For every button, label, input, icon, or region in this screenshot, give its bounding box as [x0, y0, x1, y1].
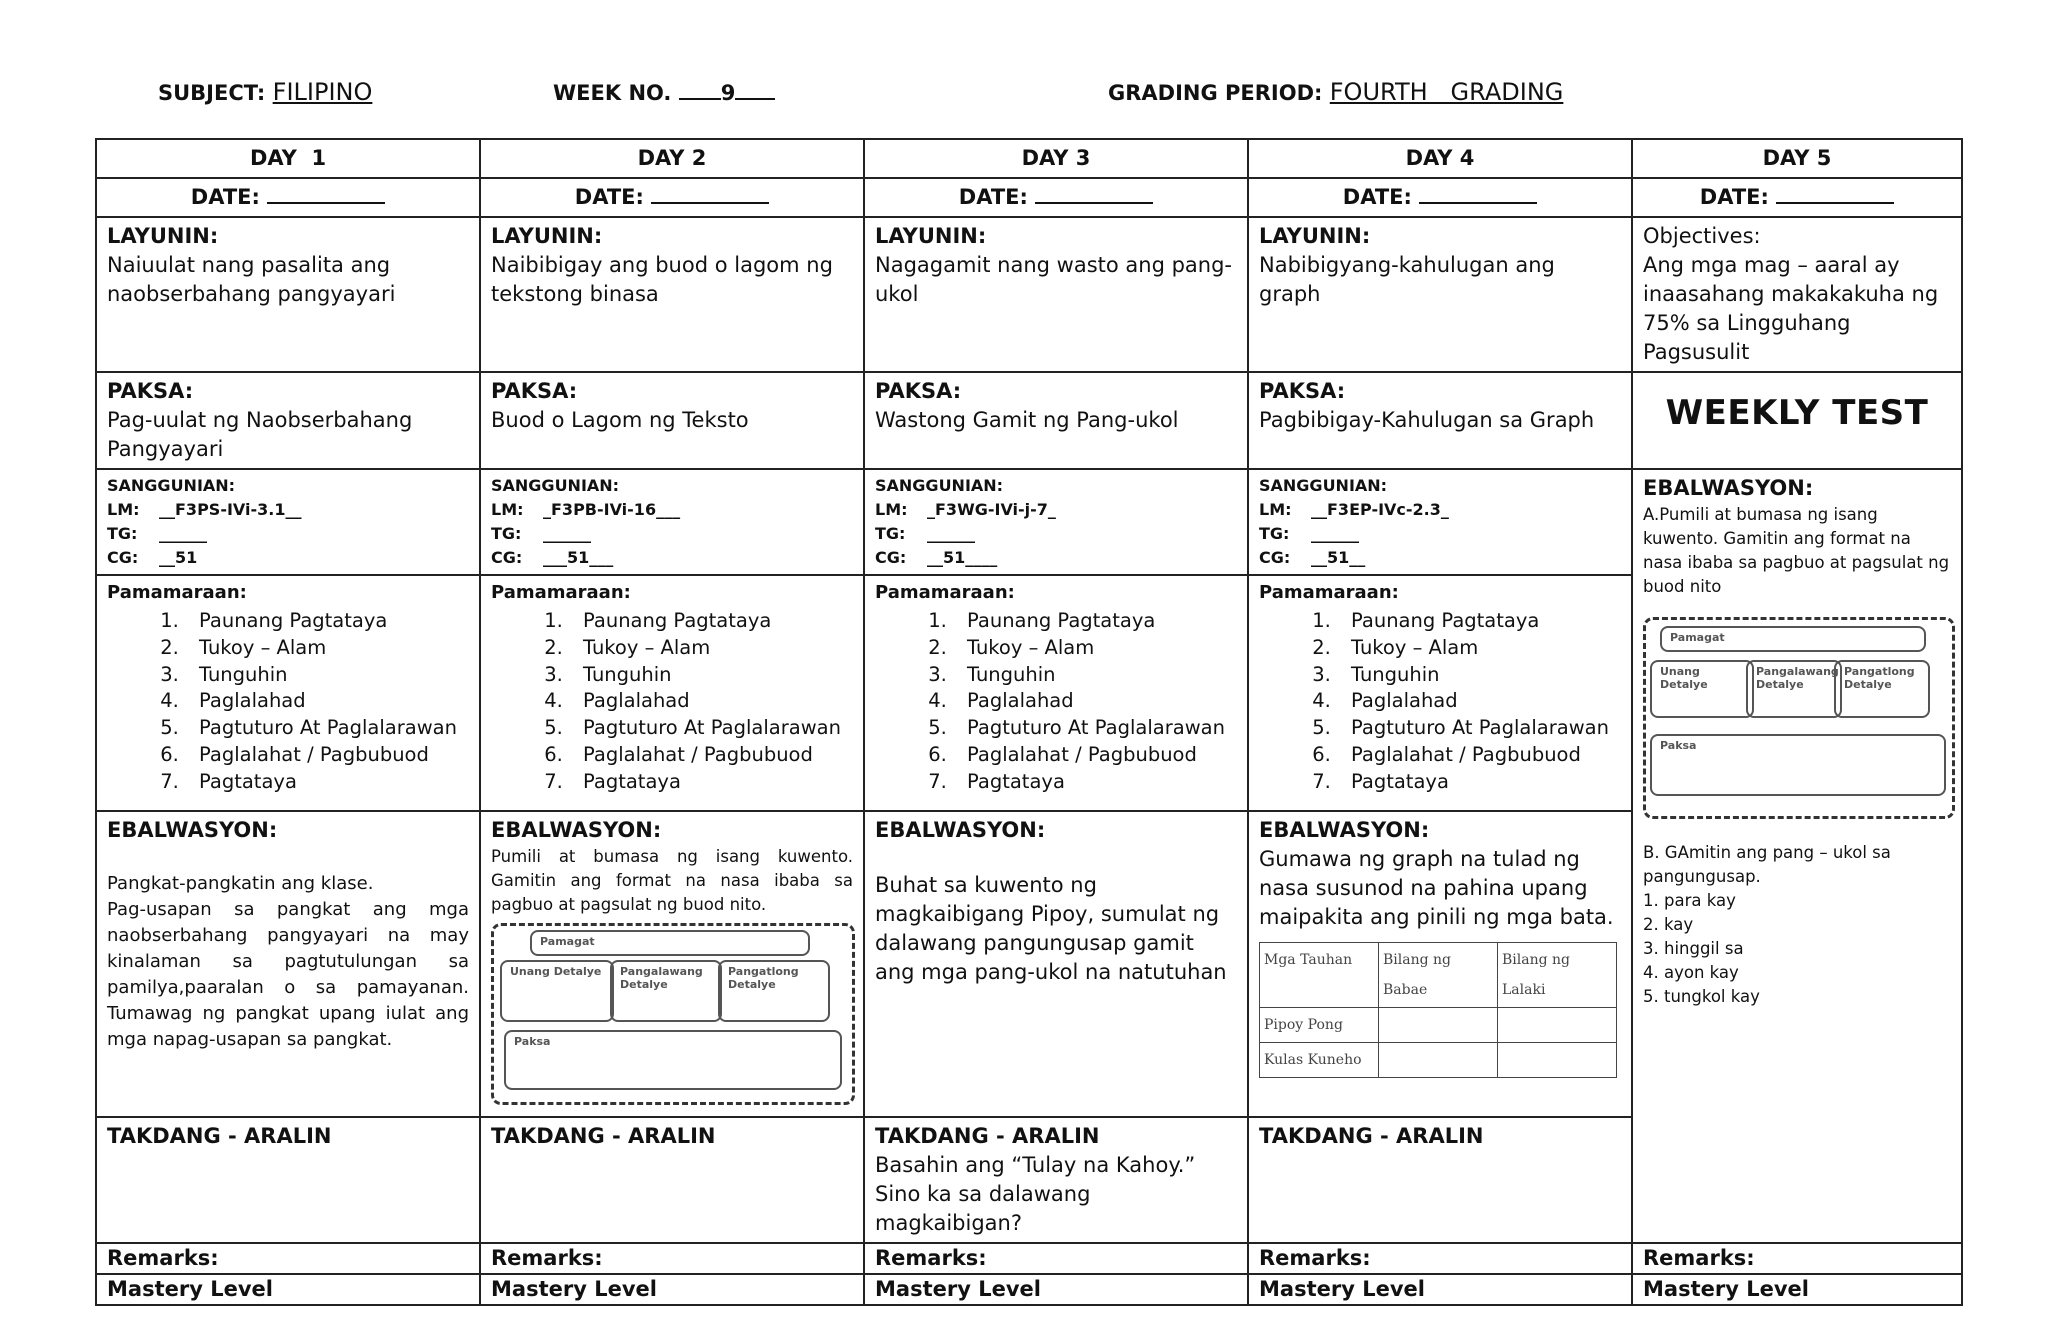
grading-field: [1108, 78, 1563, 106]
lm-value: F3WG-IVi-j-7: [935, 500, 1048, 519]
mastery-cell-day-5: [1632, 1274, 1962, 1305]
diagram-title-box: Pamagat: [530, 930, 810, 956]
procedure-list: [107, 608, 469, 796]
summary-diagram: [491, 923, 855, 1105]
topic-cell-day-5: [1632, 372, 1962, 469]
lm-label: LM:: [107, 500, 140, 519]
procedure-step: 2. Tukoy – Alam: [1337, 635, 1621, 662]
evaluation-label: EBALWASYON:: [1643, 476, 1814, 500]
evaluation-cell-day-3: [864, 811, 1248, 1117]
diagram-detail-3: Pangatlong Detalye: [718, 960, 830, 1022]
date-row: [96, 178, 1962, 217]
date-label: DATE:: [958, 185, 1028, 209]
graph-row-label: Kulas Kuneho: [1260, 1043, 1379, 1078]
reference-cell-day-3: SANGGUNIAN: LM: _ F3WG-IVi-j-7 _ TG: ______ CG: __ 51 ____: [864, 469, 1248, 575]
graph-header: Bilang ng Lalaki: [1498, 943, 1617, 1008]
mastery-row: [96, 1274, 1962, 1305]
remarks-label: Remarks:: [1643, 1246, 1755, 1270]
objective-cell-day-5: [1632, 217, 1962, 372]
cg-label: CG:: [107, 548, 139, 567]
cg-label: CG:: [1259, 548, 1291, 567]
homework-cell-day-2: [480, 1117, 864, 1243]
objective-label: Objectives:: [1643, 224, 1761, 248]
evaluation-label: EBALWASYON:: [875, 818, 1046, 842]
reference-label: SANGGUNIAN:: [107, 476, 236, 495]
topic-cell-day-3: [864, 372, 1248, 469]
objective-text: Nabibigyang-kahulugan ang graph: [1259, 253, 1555, 306]
procedure-step: 4. Paglalahad: [185, 688, 469, 715]
evaluation-label: EBALWASYON:: [107, 818, 278, 842]
remarks-row: [96, 1243, 1962, 1274]
topic-cell-day-4: [1248, 372, 1632, 469]
remarks-label: Remarks:: [1259, 1246, 1371, 1270]
procedure-step: 6. Paglalahat / Pagbubuod: [953, 742, 1237, 769]
lesson-plan-table: [95, 138, 1963, 1306]
procedure-step: 4. Paglalahad: [1337, 688, 1621, 715]
summary-diagram: [1643, 617, 1955, 819]
date-cell-day-3: [864, 178, 1248, 217]
tg-label: TG:: [491, 524, 522, 543]
weekly-test-title: WEEKLY TEST: [1665, 393, 1929, 433]
mastery-label: Mastery Level: [491, 1277, 657, 1301]
remarks-label: Remarks:: [875, 1246, 987, 1270]
graph-header: Bilang ng Babae: [1379, 943, 1498, 1008]
procedure-step: 2. Tukoy – Alam: [185, 635, 469, 662]
homework-label: TAKDANG - ARALIN: [875, 1124, 1100, 1148]
mastery-label: Mastery Level: [875, 1277, 1041, 1301]
reference-label: SANGGUNIAN:: [491, 476, 620, 495]
lm-label: LM:: [875, 500, 908, 519]
diagram-detail-1: Unang Detalye: [500, 960, 614, 1022]
evaluation-part-a: A.Pumili at bumasa ng isang kuwento. Gamitin ang format na nasa ibaba sa pagbuo at pagsulat ng buod nito: [1643, 505, 1950, 596]
procedure-step: 7. Pagtataya: [185, 769, 469, 796]
procedure-step: 6. Paglalahat / Pagbubuod: [1337, 742, 1621, 769]
procedure-step: 1. Paunang Pagtataya: [185, 608, 469, 635]
evaluation-cell-day-4: [1248, 811, 1632, 1117]
day-2-header: DAY 2: [480, 139, 864, 178]
objective-text: Naibibigay ang buod o lagom ng tekstong binasa: [491, 253, 833, 306]
procedure-step: 6. Paglalahat / Pagbubuod: [569, 742, 853, 769]
topic-text: Wastong Gamit ng Pang-ukol: [875, 408, 1179, 432]
day-4-header: DAY 4: [1248, 139, 1632, 178]
topic-label: PAKSA:: [107, 379, 194, 403]
lm-value: F3PS-IVi-3.1: [175, 500, 286, 519]
procedure-step: 7. Pagtataya: [953, 769, 1237, 796]
evaluation-label: EBALWASYON:: [491, 818, 662, 842]
references-row: [96, 469, 1962, 575]
graph-header: Mga Tauhan: [1260, 943, 1379, 1008]
day-5-header: DAY 5: [1632, 139, 1962, 178]
remarks-label: Remarks:: [107, 1246, 219, 1270]
remarks-cell-day-1: [96, 1243, 480, 1274]
procedure-step: 7. Pagtataya: [569, 769, 853, 796]
procedure-cell-day-1: [96, 575, 480, 811]
procedure-list: [875, 608, 1237, 796]
evaluation-part-b: B. GAmitin ang pang – ukol sa pangungusap.: [1643, 843, 1891, 886]
preposition-list: [1643, 889, 1951, 1009]
reference-cell-day-1: SANGGUNIAN: LM: __ F3PS-IVi-3.1 __ TG: ______ CG: __ 51: [96, 469, 480, 575]
date-cell-day-1: [96, 178, 480, 217]
graph-table: [1259, 942, 1617, 1078]
procedure-step: 7. Pagtataya: [1337, 769, 1621, 796]
procedure-step: 3. Tunguhin: [185, 662, 469, 689]
lm-value: F3EP-IVc-2.3: [1327, 500, 1441, 519]
cg-value: 51: [567, 548, 590, 567]
evaluation-label: EBALWASYON:: [1259, 818, 1430, 842]
topic-label: PAKSA:: [875, 379, 962, 403]
diagram-title-box: Pamagat: [1660, 626, 1926, 652]
cg-label: CG:: [491, 548, 523, 567]
procedure-step: 1. Paunang Pagtataya: [1337, 608, 1621, 635]
mastery-cell-day-2: [480, 1274, 864, 1305]
grading-value: FOURTH GRADING: [1329, 78, 1564, 106]
list-item: 1. para kay: [1643, 891, 1736, 910]
tg-label: TG:: [1259, 524, 1290, 543]
procedure-step: 5. Pagtuturo At Paglalarawan: [185, 715, 469, 742]
day-header-row: [96, 139, 1962, 178]
objectives-row: [96, 217, 1962, 372]
reference-cell-day-4: SANGGUNIAN: LM: __ F3EP-IVc-2.3 _ TG: ______ CG: __ 51 __: [1248, 469, 1632, 575]
objective-cell-day-2: [480, 217, 864, 372]
procedure-step: 3. Tunguhin: [1337, 662, 1621, 689]
procedure-label: Pamamaraan:: [1259, 582, 1399, 603]
homework-text: Basahin ang “Tulay na Kahoy.” Sino ka sa dalawang magkaibigan?: [875, 1153, 1196, 1235]
evaluation-text: Gumawa ng graph na tulad ng nasa susunod na pahina upang maipakita ang pinili ng mga bata.: [1259, 847, 1614, 929]
objective-label: LAYUNIN:: [491, 224, 603, 248]
procedure-step: 4. Paglalahad: [569, 688, 853, 715]
procedure-step: 1. Paunang Pagtataya: [569, 608, 853, 635]
list-item: 4. ayon kay: [1643, 963, 1739, 982]
homework-cell-day-1: [96, 1117, 480, 1243]
diagram-detail-2: Pangalawang Detalye: [1746, 660, 1842, 718]
subject-label: SUBJECT:: [158, 81, 266, 105]
lm-label: LM:: [1259, 500, 1292, 519]
diagram-topic-box: Paksa: [1650, 734, 1946, 796]
procedure-step: 5. Pagtuturo At Paglalarawan: [953, 715, 1237, 742]
procedure-label: Pamamaraan:: [107, 582, 247, 603]
tg-label: TG:: [875, 524, 906, 543]
diagram-detail-1: Unang Detalye: [1650, 660, 1754, 718]
grading-label: GRADING PERIOD:: [1108, 81, 1323, 105]
mastery-label: Mastery Level: [1643, 1277, 1809, 1301]
procedure-step: 2. Tukoy – Alam: [953, 635, 1237, 662]
date-cell-day-4: [1248, 178, 1632, 217]
mastery-cell-day-1: [96, 1274, 480, 1305]
mastery-label: Mastery Level: [1259, 1277, 1425, 1301]
cg-label: CG:: [875, 548, 907, 567]
date-cell-day-2: [480, 178, 864, 217]
evaluation-cell-day-2: [480, 811, 864, 1117]
week-value: 9: [720, 81, 736, 105]
procedure-cell-day-3: [864, 575, 1248, 811]
cg-value: 51: [943, 548, 966, 567]
topic-label: PAKSA:: [1259, 379, 1346, 403]
diagram-detail-2: Pangalawang Detalye: [610, 960, 722, 1022]
remarks-cell-day-5: [1632, 1243, 1962, 1274]
reference-label: SANGGUNIAN:: [875, 476, 1004, 495]
evaluation-text: Pumili at bumasa ng isang kuwento. Gamitin ang format na nasa ibaba sa pagbuo at pagsulat ng buod nito.: [491, 847, 853, 914]
procedure-list: [1259, 608, 1621, 796]
objective-label: LAYUNIN:: [1259, 224, 1371, 248]
homework-label: TAKDANG - ARALIN: [1259, 1124, 1484, 1148]
objective-cell-day-1: [96, 217, 480, 372]
objective-cell-day-3: [864, 217, 1248, 372]
procedure-step: 5. Pagtuturo At Paglalarawan: [1337, 715, 1621, 742]
homework-label: TAKDANG - ARALIN: [491, 1124, 716, 1148]
homework-cell-day-3: [864, 1117, 1248, 1243]
list-item: 2. kay: [1643, 915, 1694, 934]
topic-text: Buod o Lagom ng Teksto: [491, 408, 749, 432]
mastery-label: Mastery Level: [107, 1277, 273, 1301]
procedure-step: 5. Pagtuturo At Paglalarawan: [569, 715, 853, 742]
lm-value: F3PB-IVi-16: [551, 500, 657, 519]
procedure-step: 3. Tunguhin: [953, 662, 1237, 689]
objective-text: Ang mga mag – aaral ay inaasahang makakakuha ng 75% sa Lingguhang Pagsusulit: [1643, 253, 1939, 364]
procedure-step: 1. Paunang Pagtataya: [953, 608, 1237, 635]
diagram-detail-3: Pangatlong Detalye: [1834, 660, 1930, 718]
day-1-header: DAY 1: [96, 139, 480, 178]
topic-cell-day-1: [96, 372, 480, 469]
date-label: DATE:: [190, 185, 260, 209]
cg-value: 51: [175, 548, 198, 567]
reference-cell-day-2: SANGGUNIAN: LM: _ F3PB-IVi-16 ___ TG: ______ CG: ___ 51 ___: [480, 469, 864, 575]
homework-cell-day-4: [1248, 1117, 1632, 1243]
mastery-cell-day-4: [1248, 1274, 1632, 1305]
list-item: 3. hinggil sa: [1643, 939, 1744, 958]
tg-label: TG:: [107, 524, 138, 543]
topic-text: Pag-uulat ng Naobserbahang Pangyayari: [107, 408, 413, 461]
diagram-topic-box: Paksa: [504, 1030, 842, 1090]
date-label: DATE:: [1699, 185, 1769, 209]
procedure-step: 2. Tukoy – Alam: [569, 635, 853, 662]
topic-label: PAKSA:: [491, 379, 578, 403]
procedure-cell-day-2: [480, 575, 864, 811]
subject-field: [158, 78, 372, 106]
objective-text: Naiuulat nang pasalita ang naobserbahang pangyayari: [107, 253, 396, 306]
remarks-cell-day-2: [480, 1243, 864, 1274]
day-3-header: DAY 3: [864, 139, 1248, 178]
evaluation-cell-day-1: [96, 811, 480, 1117]
remarks-cell-day-3: [864, 1243, 1248, 1274]
procedure-cell-day-4: [1248, 575, 1632, 811]
objective-text: Nagagamit nang wasto ang pang-ukol: [875, 253, 1233, 306]
topic-row: [96, 372, 1962, 469]
subject-value: FILIPINO: [272, 78, 373, 106]
week-label: WEEK NO.: [553, 81, 672, 105]
procedure-step: 3. Tunguhin: [569, 662, 853, 689]
remarks-label: Remarks:: [491, 1246, 603, 1270]
evaluation-text: Pangkat-pangkatin ang klase. Pag-usapan sa pangkat ang mga naobserbahang pangyayari na may kinalaman sa pagtutulungan sa pamilya,paaralan o sa pamayanan. Tumawag ng pangkat upang iulat ang mga napag-usapan sa pangkat.: [107, 873, 469, 1050]
reference-label: SANGGUNIAN:: [1259, 476, 1388, 495]
evaluation-text: Buhat sa kuwento ng magkaibigang Pipoy, sumulat ng dalawang pangungusap gamit ang mga pang-ukol na natutuhan: [875, 873, 1227, 984]
procedure-step: 6. Paglalahat / Pagbubuod: [185, 742, 469, 769]
objective-label: LAYUNIN:: [875, 224, 987, 248]
mastery-cell-day-3: [864, 1274, 1248, 1305]
date-label: DATE:: [1342, 185, 1412, 209]
graph-row-label: Pipoy Pong: [1260, 1008, 1379, 1043]
topic-cell-day-2: [480, 372, 864, 469]
cg-value: 51: [1327, 548, 1350, 567]
date-label: DATE:: [574, 185, 644, 209]
week-field: [553, 78, 775, 105]
list-item: 5. tungkol kay: [1643, 987, 1760, 1006]
topic-text: Pagbibigay-Kahulugan sa Graph: [1259, 408, 1595, 432]
procedure-label: Pamamaraan:: [875, 582, 1015, 603]
procedure-label: Pamamaraan:: [491, 582, 631, 603]
procedure-step: 4. Paglalahad: [953, 688, 1237, 715]
evaluation-cell-day-5: [1632, 469, 1962, 1243]
remarks-cell-day-4: [1248, 1243, 1632, 1274]
plan-header: [0, 78, 2048, 118]
lm-label: LM:: [491, 500, 524, 519]
objective-cell-day-4: [1248, 217, 1632, 372]
procedure-list: [491, 608, 853, 796]
objective-label: LAYUNIN:: [107, 224, 219, 248]
homework-label: TAKDANG - ARALIN: [107, 1124, 332, 1148]
date-cell-day-5: [1632, 178, 1962, 217]
